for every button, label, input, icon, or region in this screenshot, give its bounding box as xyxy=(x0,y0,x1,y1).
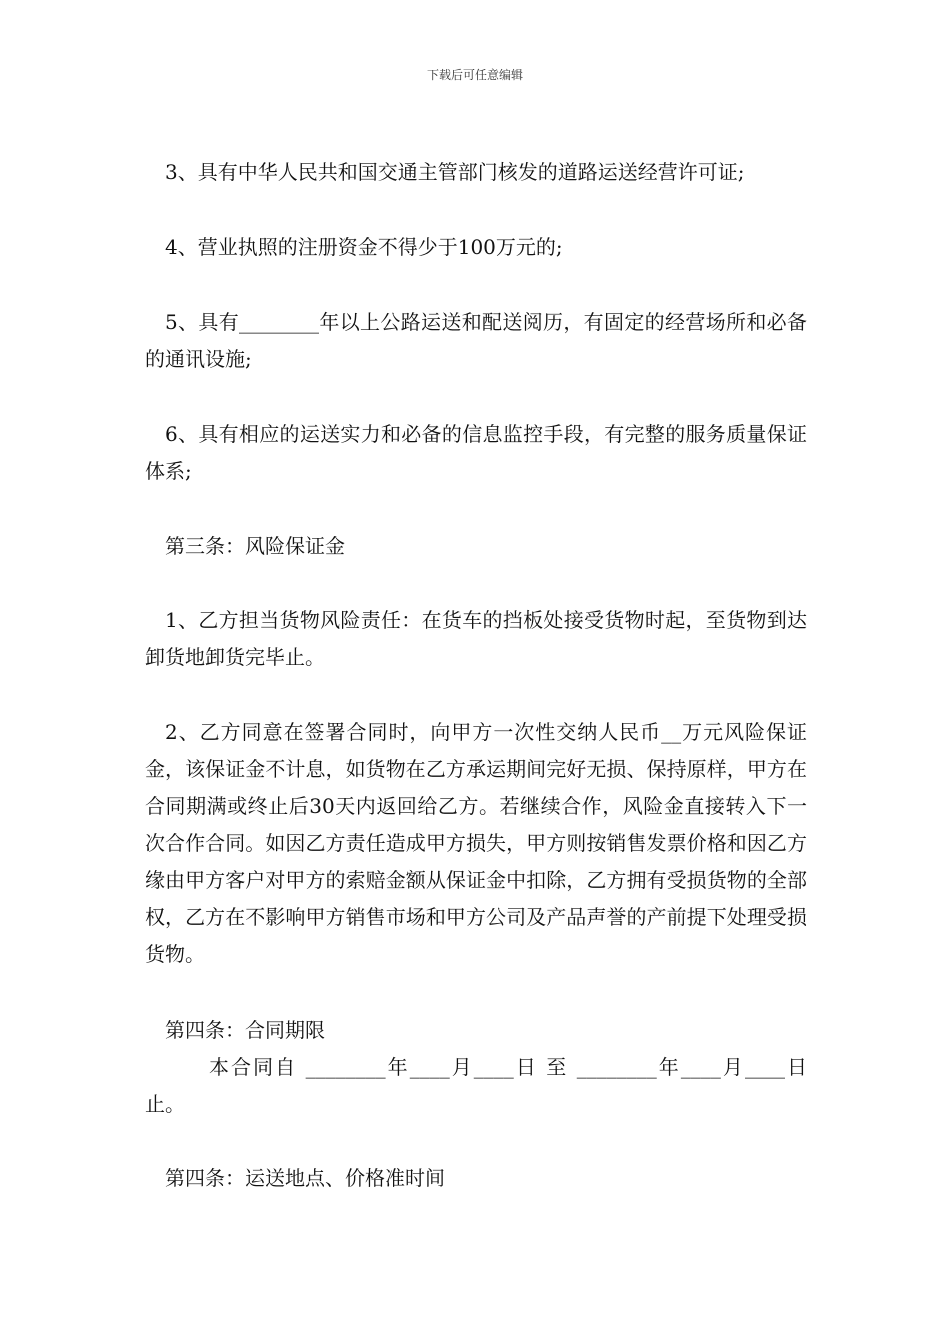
clause-item-6: 6、具有相应的运送实力和必备的信息监控手段，有完整的服务质量保证体系; xyxy=(145,422,807,483)
clause-item-5: 5、具有________年以上公路运送和配送阅历，有固定的经营场所和必备的通讯设施; xyxy=(145,310,807,371)
risk-clause-1: 1、乙方担当货物风险责任：在货车的挡板处接受货物时起，至货物到达卸货地卸货完毕止。 xyxy=(145,608,807,669)
contract-term-text: 本合同自 ________年____月____日 至 ________年____月____日止。 xyxy=(145,1055,807,1116)
risk-clause-2: 2、乙方同意在签署合同时，向甲方一次性交纳人民币__万元风险保证金，该保证金不计息，如货物在乙方承运期间完好无损、保持原样，甲方在合同期满或终止后30天内返回给乙方。若继续合作，风险金直接转入下一次合作合同。如因乙方责任造成甲方损失，甲方则按销售发票价格和因乙方缘由甲方客户对甲方的索赔金额从保证金中扣除，乙方拥有受损货物的全部权，乙方在不影响甲方销售市场和甲方公司及产品声誉的产前提下处理受损货物。 xyxy=(145,720,807,966)
clause-item-4: 4、营业执照的注册资金不得少于100万元的; xyxy=(165,235,563,259)
section-heading-article-4-transport: 第四条：运送地点、价格准时间 xyxy=(165,1166,445,1190)
page-header: 下载后可任意编辑 xyxy=(426,68,523,82)
section-heading-article-4-term: 第四条：合同期限 xyxy=(165,1018,325,1042)
clause-item-3: 3、具有中华人民共和国交通主管部门核发的道路运送经营许可证; xyxy=(165,160,745,184)
section-heading-article-3: 第三条：风险保证金 xyxy=(165,534,345,558)
